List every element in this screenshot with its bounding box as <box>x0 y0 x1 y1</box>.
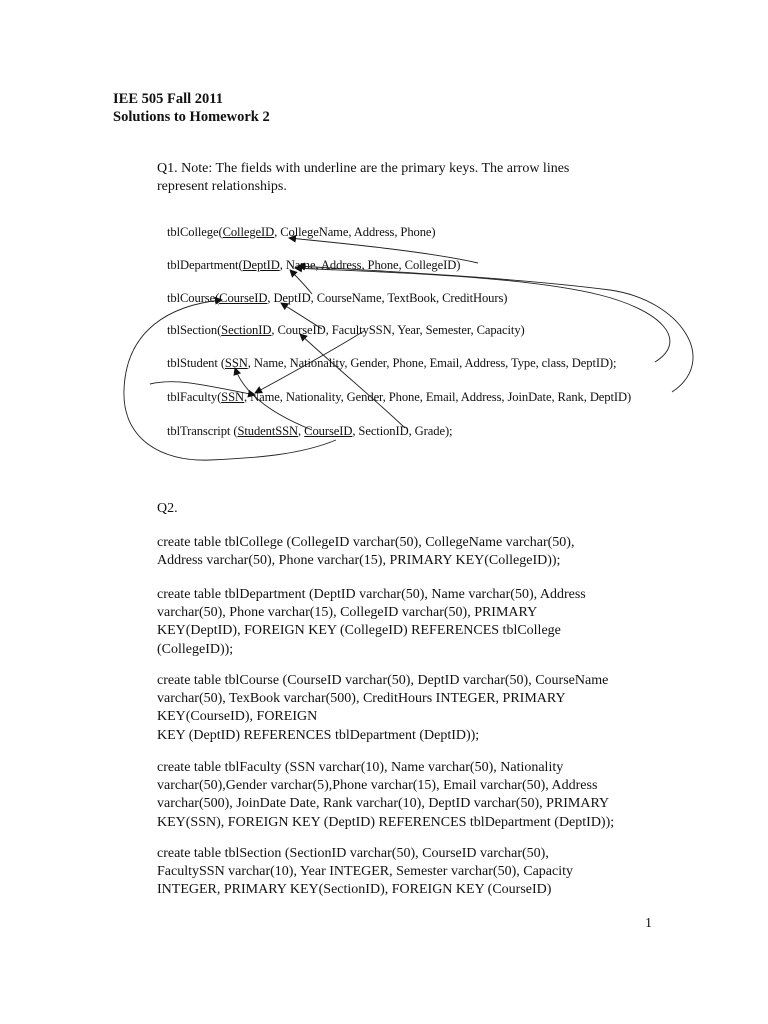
relation-name: tblCollege( <box>167 225 223 239</box>
relation-fields: , Name, Nationality, Gender, Phone, Email, Address, Type, class, DeptID); <box>247 356 617 370</box>
arrow-faculty-left <box>150 382 255 395</box>
primary-key: DeptID <box>242 258 280 272</box>
primary-key: StudentSSN <box>237 424 299 438</box>
sql-create-tbldepartment <box>157 586 657 659</box>
arrow-course-department <box>290 270 312 294</box>
sql-line: create table tblDepartment (DeptID varchar(50), Name varchar(50), Address <box>157 587 586 602</box>
sql-line: varchar(50), Phone varchar(15), CollegeID varchar(50), PRIMARY <box>157 605 538 621</box>
relation-fields: , CollegeName, Address, Phone) <box>274 225 436 239</box>
course-title: IEE 505 Fall 2011 <box>113 91 223 107</box>
relation-fields: , Name, Address, Phone, CollegeID) <box>279 258 461 272</box>
relation-fields: , SectionID, Grade); <box>352 424 453 438</box>
arrow-transcript-student <box>235 368 312 430</box>
arrow-student-department <box>295 268 670 362</box>
primary-key: CourseID <box>304 424 353 438</box>
q1-note-line2: represent relationships. <box>157 179 287 194</box>
q2-title: Q2. <box>157 501 178 516</box>
arrow-section-course <box>281 303 322 329</box>
sql-line: create table tblCollege (CollegeID varchar(50), CollegeName varchar(50), <box>157 535 575 550</box>
sql-line: Address varchar(50), Phone varchar(15), PRIMARY KEY(CollegeID)); <box>157 553 561 569</box>
relation-fields: , CourseID, FacultySSN, Year, Semester, Capacity) <box>271 323 525 337</box>
arrow-faculty-department <box>298 266 693 392</box>
sql-create-tblsection <box>157 845 657 900</box>
sql-line: varchar(50),Gender varchar(5),Phone varchar(15), Email varchar(50), Address <box>157 778 598 794</box>
arrow-department-college <box>289 238 478 263</box>
sql-line: varchar(500), JoinDate Date, Rank varchar(10), DeptID varchar(50), PRIMARY <box>157 796 610 812</box>
relation-name: tblSection( <box>167 323 222 337</box>
sql-line: KEY(CourseID), FOREIGN <box>157 709 318 725</box>
arrow-section-faculty <box>255 331 364 393</box>
relation-fields: , Name, Nationality, Gender, Phone, Email, Address, JoinDate, Rank, DeptID) <box>243 390 632 404</box>
sql-line: INTEGER, PRIMARY KEY(SectionID), FOREIGN KEY (CourseID) <box>157 882 552 898</box>
sql-create-tblcourse <box>157 672 657 745</box>
sql-create-tblcollege <box>157 534 657 570</box>
page-number: 1 <box>645 916 652 931</box>
relationship-arrows <box>0 0 768 480</box>
sql-line: create table tblCourse (CourseID varchar(50), DeptID varchar(50), CourseName <box>157 673 609 688</box>
primary-key: CollegeID <box>222 225 275 239</box>
sql-line: KEY (DeptID) REFERENCES tblDepartment (DeptID)); <box>157 727 480 743</box>
relation-name: tblStudent ( <box>167 356 225 370</box>
relation-name: tblDepartment( <box>167 258 243 272</box>
q1-note-line1: Q1. Note: The fields with underline are the primary keys. The arrow lines <box>157 161 570 176</box>
relation-name: tblTranscript ( <box>167 424 238 438</box>
arrow-transcript-course <box>124 300 336 460</box>
sql-line: varchar(50), TexBook varchar(500), CreditHours INTEGER, PRIMARY <box>157 691 566 707</box>
relation-fields: , DeptID, CourseName, TextBook, CreditHours) <box>267 291 508 305</box>
primary-key: SSN <box>221 390 244 404</box>
sql-line: FacultySSN varchar(10), Year INTEGER, Semester varchar(50), Capacity <box>157 864 573 880</box>
primary-key: SSN <box>224 356 248 370</box>
sql-line: (CollegeID)); <box>157 641 234 657</box>
relation-name: tblFaculty( <box>167 390 222 404</box>
sql-line: create table tblSection (SectionID varchar(50), CourseID varchar(50), <box>157 846 549 861</box>
document-title: Solutions to Homework 2 <box>113 109 270 125</box>
primary-key: SectionID <box>221 323 272 337</box>
sql-create-tblfaculty <box>157 759 657 832</box>
sql-line: create table tblFaculty (SSN varchar(10), Name varchar(50), Nationality <box>157 760 564 775</box>
sql-line: KEY(DeptID), FOREIGN KEY (CollegeID) REFERENCES tblCollege <box>157 623 561 639</box>
sql-line: KEY(SSN), FOREIGN KEY (DeptID) REFERENCES tblDepartment (DeptID)); <box>157 814 615 830</box>
arrow-transcript-section <box>300 334 405 428</box>
relation-name: tblCourse( <box>167 291 220 305</box>
key-separator: , <box>298 424 305 438</box>
primary-key: CourseID <box>219 291 268 305</box>
